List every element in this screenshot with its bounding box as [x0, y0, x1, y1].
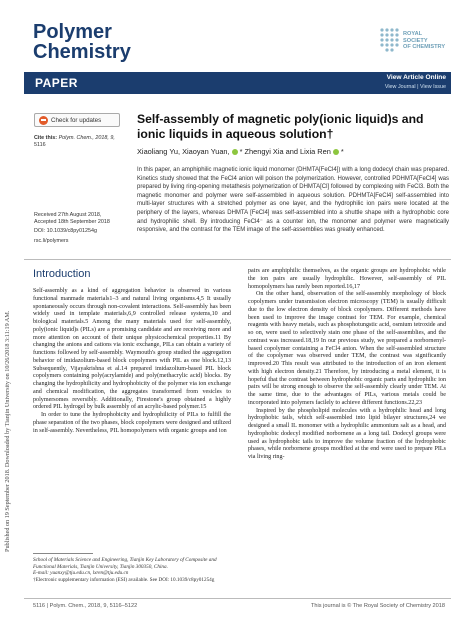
- rsc-logo-icon: [378, 26, 400, 56]
- journal-title: [33, 22, 131, 62]
- side-download-note: [2, 100, 12, 620]
- footer-right: This journal is © The Royal Society of Chemistry 2018: [311, 603, 445, 609]
- author-text-2: * Zhengyi Xia and Lixia Ren: [239, 147, 331, 156]
- rsc-logo: [378, 26, 448, 56]
- check-updates-label: Check for updates: [51, 116, 102, 124]
- cite-label: Cite this:: [34, 135, 58, 141]
- accepted-date: Accepted 18th September 2018: [34, 219, 110, 226]
- article-title: [137, 112, 447, 141]
- citation-block: [34, 135, 130, 150]
- paragraph: Inspired by the phospholipid molecules with a hydrophilic head and long hydrophobic tails, which self-assembled into lipid bilayer structures,24 we designed a small IL monomer with a hydrophilic ammonium salt as a head, and hydrophobic dodecyl modified norbornene as a long tail. Dodecyl groups were used as hydrophobic tails to improve the volume fraction of the hydrophobic phases, while norbornene groups modified at the end were used to prepare PILs via living ring-: [248, 407, 446, 460]
- check-updates-icon: [39, 116, 48, 125]
- journal-url[interactable]: rsc.li/polymers: [34, 238, 69, 245]
- title-line1: Self-assembly of magnetic poly(ionic liquid)s and: [137, 112, 424, 126]
- footnote: [33, 557, 231, 583]
- rsc-logo-text: [403, 31, 448, 51]
- author-text-3: *: [340, 147, 344, 156]
- journal-title-line1: Polymer: [33, 21, 112, 43]
- view-journal-issue-link[interactable]: View Journal | View Issue: [384, 84, 446, 90]
- authors: [137, 147, 447, 156]
- body-column-right: [248, 268, 446, 462]
- paragraph: Self-assembly as a kind of aggregation behavior is observed in various functional manmade materials1–3 and natural living organisms.4,5 It usually spontaneously occurs through non-covalent interactions. Self-assembly has been widely used in template materials,6,9 controlled release systems,10 and biological materials.5 Among the many materials used for self-assembly, poly(ionic liquid)s (PILs) are a promising candidate and are receiving more and more attention on account of their unique physicochemical properties.11 By changing the anions and cations via ionic exchange, PILs can obtain a variety of functions followed by self-assembly. Waymouth's group studied the aggregation behavior of imidazolium-based block copolymers with PIL as one block.12,13 Subsequently, Vijayakrishna et al.14 prepared imidazolium-based PIL block copolymers containing poly(acrylamide) and poly(methacrylic acid) blocks. By changing the hydrophilicity and hydrophobicity of the polymer via ion exchange and chemical modification, the aggregates transformed from vesicles to polymersomes reversibly. Additionally, Firestone's group obtained a highly ordered PIL hydrogel by bulk assembly of an acrylic-based polymer.15: [33, 288, 231, 411]
- footnote-rule: [33, 553, 93, 554]
- footnote-esi: †Electronic supplementary information (ESI) available. See DOI: 10.1039/c8py01254g: [33, 576, 215, 583]
- orcid-icon[interactable]: [232, 149, 238, 155]
- journal-title-line2: Chemistry: [33, 41, 131, 63]
- paragraph: On the other hand, observation of the self-assembly morphology of block copolymers under transmission electron microscopy (TEM) is usually difficult due to the low electron density of block copolymers. Different methods have been used to improve the image contrast for TEM. For example, chemical reagents with heavy metals, such as phosphotungstic acid, osmium tetroxide and so on, were used to selectively stain one phase of the self-assemblies, and the contrast was increased.18,19 In our previous study, we prepared a norbornenyl-based copolymer containing a FeCl4 anion. When the self-assembled structure of the copolymer was observed under TEM, the contrast was significantly improved.20 This result was attributed to the introduction of an iron element with high electron density.21 Therefore, by introducing a metal element, it is hopeful that the contrast between hydrophobic organic parts and hydrophilic ion pairs will be strong enough to observe the self-assembly clearly under TEM. At the same time, due to the advantages of PILs, various metals could be incorporated into polymers facilely to achieve different functions.22,23: [248, 291, 446, 406]
- footnote-affiliation: School of Materials Science and Engineering, Tianjin Key Laboratory of Composite and Functional Materials, Tianjin University, Tianjin 300350, China.: [33, 557, 217, 570]
- logo-line1: ROYAL SOCIETY: [403, 31, 428, 44]
- footer-divider: [24, 598, 451, 599]
- doi[interactable]: DOI: 10.1039/c8py01254g: [34, 227, 97, 234]
- author-text-1: Xiaoliang Yu, Xiaoyan Yuan,: [137, 147, 230, 156]
- paper-label: PAPER: [35, 76, 78, 90]
- paragraph: In order to tune the hydrophobicity and hydrophilicity of PILs to fulfill the phase separation of the two phases, block copolymers were designed and utilized in self-assembly. Nevertheless, PIL homopolymers with organic groups and ion: [33, 412, 231, 434]
- received-date: Received 27th August 2018,: [34, 212, 102, 218]
- abstract: In this paper, an amphiphilic magnetic ionic liquid monomer (DHMTA[FeCl4]) with a long dodecyl chain was prepared. Kinetics study showed that the FeCl4 anion will poison the polymerization. However, controlled PDHMTA[FeCl4] was prepared by living ring-opening metathesis polymerization of DHMTA[Cl] followed by complexing with FeCl3. Both the magnetic monomer and polymer were self-assembled in aqueous solution. PDHMTA[FeCl4] self-assembled into multi-layer structures with a stretched polymer as one layer, and the hydrophilic ion pairs were located at the periphery of the layers, whereas DHMTA [FeCl4] was self-assembled into a shuttle shape with a hydrophobic core and hydrophilic shell. By introducing FeCl4⁻ as a counter ion, the monomer and polymer were magnetically responsive, and the contrast for the TEM image of the self-assemblies was greatly enhanced.: [137, 167, 449, 234]
- title-line2: ionic liquids in aqueous solution†: [137, 126, 334, 141]
- orcid-icon[interactable]: [333, 149, 339, 155]
- cite-text: Polym. Chem., 2018, 9,: [58, 135, 115, 141]
- check-for-updates-button[interactable]: [34, 113, 120, 127]
- paragraph: pairs are amphiphilic themselves, as the organic groups are hydrophobic while the ion pairs are usually hydrophilic. However, self-assembly of PIL homopolymers has rarely been reported.16,17: [248, 268, 446, 290]
- footnote-email: E-mail: yuanxy@tju.edu.cn, lxren@tju.edu.cn: [33, 570, 129, 577]
- section-heading-introduction: Introduction: [33, 268, 91, 280]
- cite-page: 5116: [34, 142, 46, 149]
- divider: [24, 259, 451, 260]
- body-column-left: [33, 288, 231, 435]
- footer-left: 5116 | Polym. Chem., 2018, 9, 5116–5122: [33, 603, 138, 609]
- view-article-online-link[interactable]: View Article Online: [386, 74, 446, 81]
- logo-line2: OF CHEMISTRY: [403, 44, 446, 51]
- dates-block: [34, 212, 130, 246]
- side-download-text: Published on 19 September 2018. Downloaded by Tianjin University on 10/26/2018 3:11:19 AM.: [4, 310, 11, 552]
